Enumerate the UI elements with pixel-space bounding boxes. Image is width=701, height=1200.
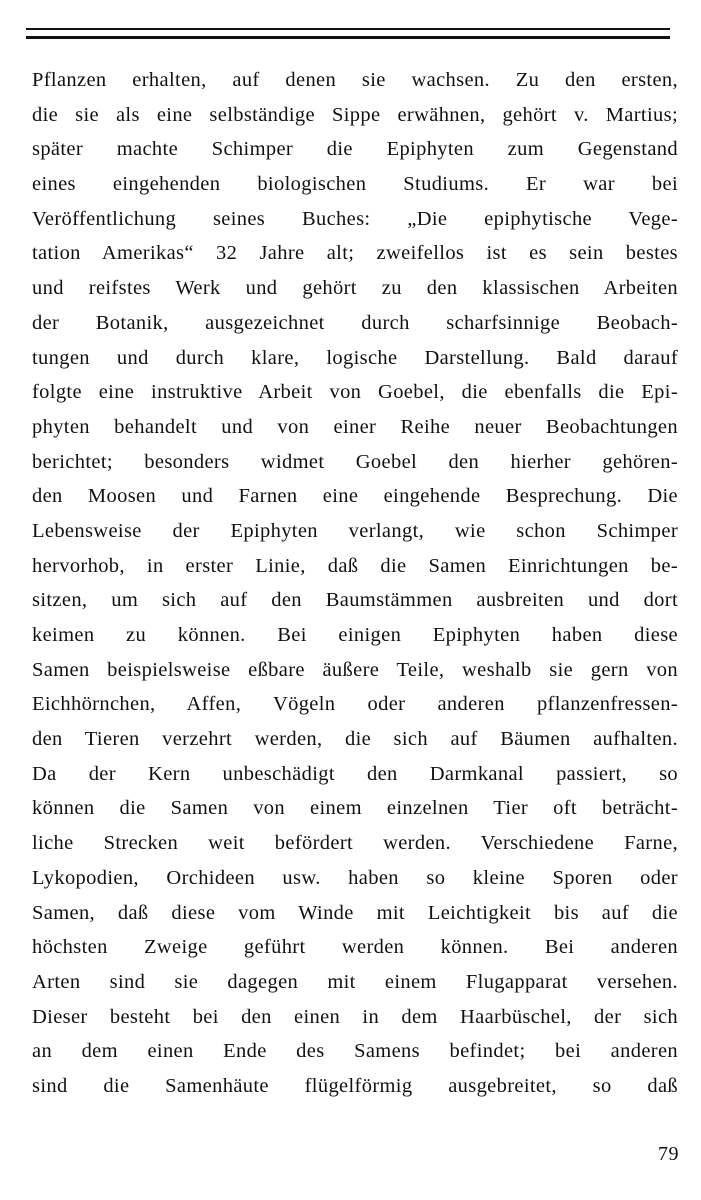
header-rule-thick <box>26 36 670 39</box>
text-line: den Moosen und Farnen eine eingehende Besprechung. Die <box>32 485 678 508</box>
text-line: keimen zu können. Bei einigen Epiphyten haben diese <box>32 624 678 646</box>
text-line: Samen, daß diese vom Winde mit Leichtigkeit bis auf die <box>32 901 678 924</box>
text-line: später machte Schimper die Epiphyten zum Gegenstand <box>32 138 678 161</box>
text-line: der Botanik, ausgezeichnet durch scharfsinnige Beobach- <box>32 311 678 334</box>
text-line: sitzen, um sich auf den Baumstämmen ausbreiten und dort <box>32 589 678 612</box>
text-line: tation Amerikas“ 32 Jahre alt; zweifellos ist es sein bestes <box>32 242 678 265</box>
page-number: 79 <box>658 1143 679 1165</box>
text-line: Arten sind sie dagegen mit einem Flugapparat versehen. <box>32 970 678 993</box>
text-line: die sie als eine selbständige Sippe erwähnen, gehört v. Martius; <box>32 103 678 126</box>
text-line: tungen und durch klare, logische Darstellung. Bald darauf <box>32 346 678 369</box>
text-line: und reifstes Werk und gehört zu den klassischen Arbeiten <box>32 277 678 300</box>
header-rule-thin <box>26 28 670 30</box>
text-line: liche Strecken weit befördert werden. Verschiedene Farne, <box>32 832 678 855</box>
text-line: Da der Kern unbeschädigt den Darmkanal passiert, so <box>32 762 678 785</box>
text-line: Pflanzen erhalten, auf denen sie wachsen. Zu den ersten, <box>32 69 678 91</box>
text-line: an dem einen Ende des Samens befindet; bei anderen <box>32 1040 678 1063</box>
text-line: folgte eine instruktive Arbeit von Goebel, die ebenfalls die Epi- <box>32 381 678 404</box>
text-line: können die Samen von einem einzelnen Tier oft beträcht- <box>32 797 678 820</box>
body-text <box>32 63 678 1104</box>
text-line: eines eingehenden biologischen Studiums. Er war bei <box>32 173 678 196</box>
text-line: höchsten Zweige geführt werden können. Bei anderen <box>32 936 678 959</box>
text-line: Eichhörnchen, Affen, Vögeln oder anderen pflanzenfressen- <box>32 693 678 716</box>
text-line: berichtet; besonders widmet Goebel den hierher gehören- <box>32 450 678 473</box>
text-line: phyten behandelt und von einer Reihe neuer Beobachtungen <box>32 415 678 438</box>
text-line: hervorhob, in erster Linie, daß die Samen Einrichtungen be- <box>32 554 678 577</box>
text-line: Dieser besteht bei den einen in dem Haarbüschel, der sich <box>32 1005 678 1028</box>
text-line: Veröffentlichung seines Buches: „Die epiphytische Vege- <box>32 207 678 230</box>
text-line: Lykopodien, Orchideen usw. haben so kleine Sporen oder <box>32 866 678 889</box>
text-line: Samen beispielsweise eßbare äußere Teile, weshalb sie gern von <box>32 658 678 681</box>
text-line: Lebensweise der Epiphyten verlangt, wie schon Schimper <box>32 519 678 542</box>
text-line: sind die Samenhäute flügelförmig ausgebreitet, so daß <box>32 1074 678 1097</box>
text-line: den Tieren verzehrt werden, die sich auf Bäumen aufhalten. <box>32 728 678 751</box>
